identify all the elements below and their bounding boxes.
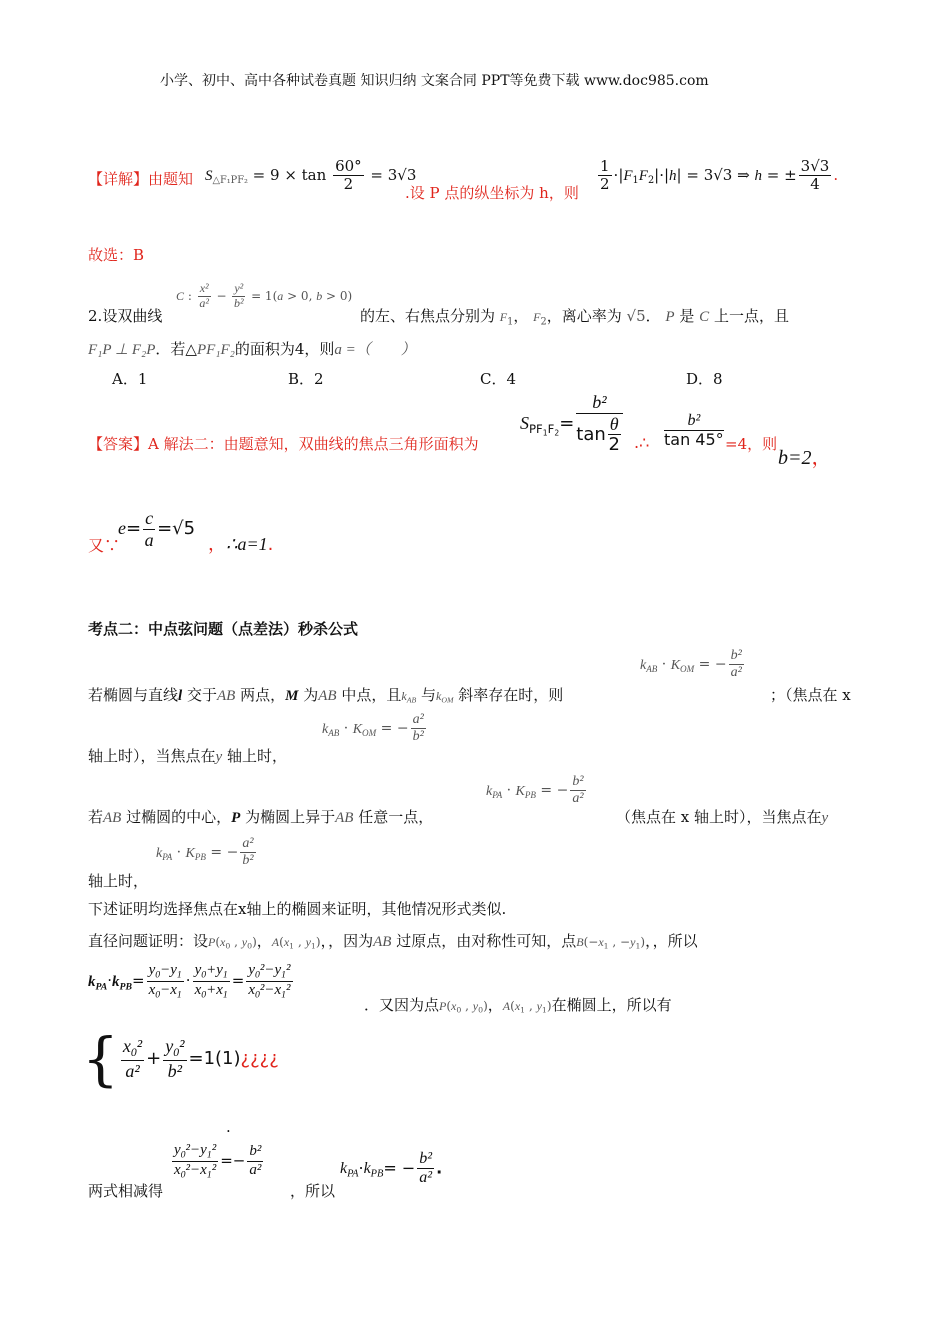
q2-line1-rest: 的左、右焦点分别为 $F_1$， $F_2$，离心率为 √5． P 是 C 上一点，且 bbox=[360, 307, 789, 328]
para2-line2: 轴上时， bbox=[88, 872, 149, 890]
answer-e-eq: e= $\frac{c}{a}$ =√5 bbox=[118, 508, 196, 550]
proof-line2-rest: ．又因为点$P(x_0$ , $y_0$)，$A(x_1$ , $y_1$)在椭圆上，所以有 bbox=[364, 996, 672, 1015]
detail-lead: 由题知 bbox=[148, 170, 194, 188]
system-brace: { bbox=[82, 1025, 119, 1093]
para2-line1-end: （焦点在 x 轴上时），当焦点在y bbox=[616, 808, 829, 826]
q2-option-d: D．8 bbox=[686, 370, 723, 388]
answer-again: 又∵ bbox=[88, 536, 121, 555]
proof-conclusion-formula: $k_{PA}\cdot k_{PB}=$ − $\frac{\text{b²}}{\text{a²}}$ . bbox=[340, 1150, 443, 1187]
para1-formula1: $k_{AB} \cdot K_{OM}$ = − $\frac{\text{b²}}{\text{a²}}$ bbox=[640, 648, 742, 681]
para2-formula2: $k_{PA} \cdot K_{PB}$ = − $\frac{\text{a²}}{\text{b²}}$ bbox=[156, 836, 254, 869]
q2-option-a: A．1 bbox=[112, 370, 148, 388]
para2-line1: 若AB 过椭圆的中心，P 为椭圆上异于AB 任意一点， bbox=[88, 808, 434, 826]
detail-line bbox=[88, 168, 193, 189]
q2-curve: C : $\frac{\text{x²}}{\text{a²}}$ − $\frac{\text{y²}}{\text{b²}}$ = 1(a > 0, b > 0) bbox=[176, 281, 353, 310]
proof-subtract-formula: $\frac{y_0^2-y_1^2}{x_0^2-x_1^2}$ =− $\frac{\text{b²}}{\text{a²}}$ bbox=[174, 1142, 262, 1181]
q2-line1: 2.设双曲线 bbox=[88, 307, 163, 325]
system-dot: . bbox=[226, 1118, 231, 1136]
answer-text: A 解法二：由题意知，双曲线的焦点三角形面积为 bbox=[148, 435, 479, 453]
detail-area-formula: $S_{\triangle F_1PF_2} = 9 \times \tan$ $\frac{60^\circ}{2}$ = 3√3 bbox=[205, 157, 417, 194]
detail-tag: 【详解】 bbox=[88, 170, 149, 188]
answer-area-formula: $S_{PF_1F_2}=$ b² tan $\frac{\theta}{2}$ bbox=[520, 392, 625, 456]
answer-therefore: .∴ bbox=[634, 433, 650, 452]
para1-line2: 轴上时），当焦点在y 轴上时， bbox=[88, 747, 287, 765]
para1-line1-end: ；（焦点在 x bbox=[770, 686, 851, 704]
answer-b-value: b=2， bbox=[778, 445, 832, 469]
answer-b-fraction: $\frac{\text{b²}}{\tan 45^\circ}$ bbox=[664, 412, 724, 450]
para1-line1: 若椭圆与直线l 交于AB 两点，M 为AB 中点，且$k_{AB}$ 与$k_{OM}$ 斜率存在时，则 bbox=[88, 686, 564, 705]
page-header: 小学、初中、高中各种试卷真题 知识归纳 文案合同 PPT等免费下载 www.doc985.com bbox=[160, 73, 709, 89]
proof-slope-formula: $k_{PA}\cdot k_{PB}=$ $\frac{y_0-y_1}{x_0-x_1}$ · $\frac{y_0+y_1}{x_0+x_1}$ = $\frac{y_0^2-y_1^2}{x_0^2-x_1^2}$ bbox=[88, 962, 291, 1001]
para1-formula2: $k_{AB} \cdot K_{OM}$ = − $\frac{\text{a²}}{\text{b²}}$ bbox=[322, 712, 424, 745]
proof-subtract: 两式相减得 bbox=[88, 1182, 164, 1200]
detail-mid: .设 P 点的纵坐标为 h，则 bbox=[405, 184, 579, 202]
proof-system: { $\frac{x_0^2}{\text{a²}}$ + $\frac{y_0^2}{\text{b²}}$ =1(1)¿¿¿¿ bbox=[82, 1025, 279, 1093]
answer-line bbox=[88, 433, 479, 454]
proof-conclusion: ，所以 bbox=[290, 1182, 336, 1200]
answer-a-value: ，∴a=1. bbox=[208, 534, 274, 555]
para2-formula1: $k_{PA} \cdot K_{PB}$ = − $\frac{\text{b²}}{\text{a²}}$ bbox=[486, 774, 584, 807]
proof-intro: 下述证明均选择焦点在x轴上的椭圆来证明，其他情况形式类似. bbox=[88, 900, 507, 918]
proof-line1: 直径问题证明：设$P(x_0$ , $y_0$)，$A(x_1$ , $y_1$)，，因为AB 过原点，由对称性可知，点$B(-x_1$ , $-y_1$)，，所以 bbox=[88, 932, 698, 951]
q2-option-b: B．2 bbox=[288, 370, 324, 388]
choice-line: 故选：B bbox=[88, 246, 145, 264]
answer-eq4: =4，则 bbox=[725, 435, 778, 453]
detail-h-formula: $\frac{1}{2}$ $\cdot|F_1F_2|\cdot|h| = 3√3$ ⇒ h = ± $\frac{3√3}{4}$ . bbox=[600, 157, 839, 194]
garbled-chars: ¿¿¿¿ bbox=[240, 1048, 279, 1069]
section-title: 考点二：中点弦问题（点差法）秒杀公式 bbox=[88, 620, 359, 638]
q2-option-c: C．4 bbox=[480, 370, 517, 388]
q2-line2: F₁P ⊥ F₂P．若△PF₁F₂的面积为4，则a =（ ） bbox=[88, 340, 416, 358]
answer-tag: 【答案】 bbox=[88, 435, 149, 453]
